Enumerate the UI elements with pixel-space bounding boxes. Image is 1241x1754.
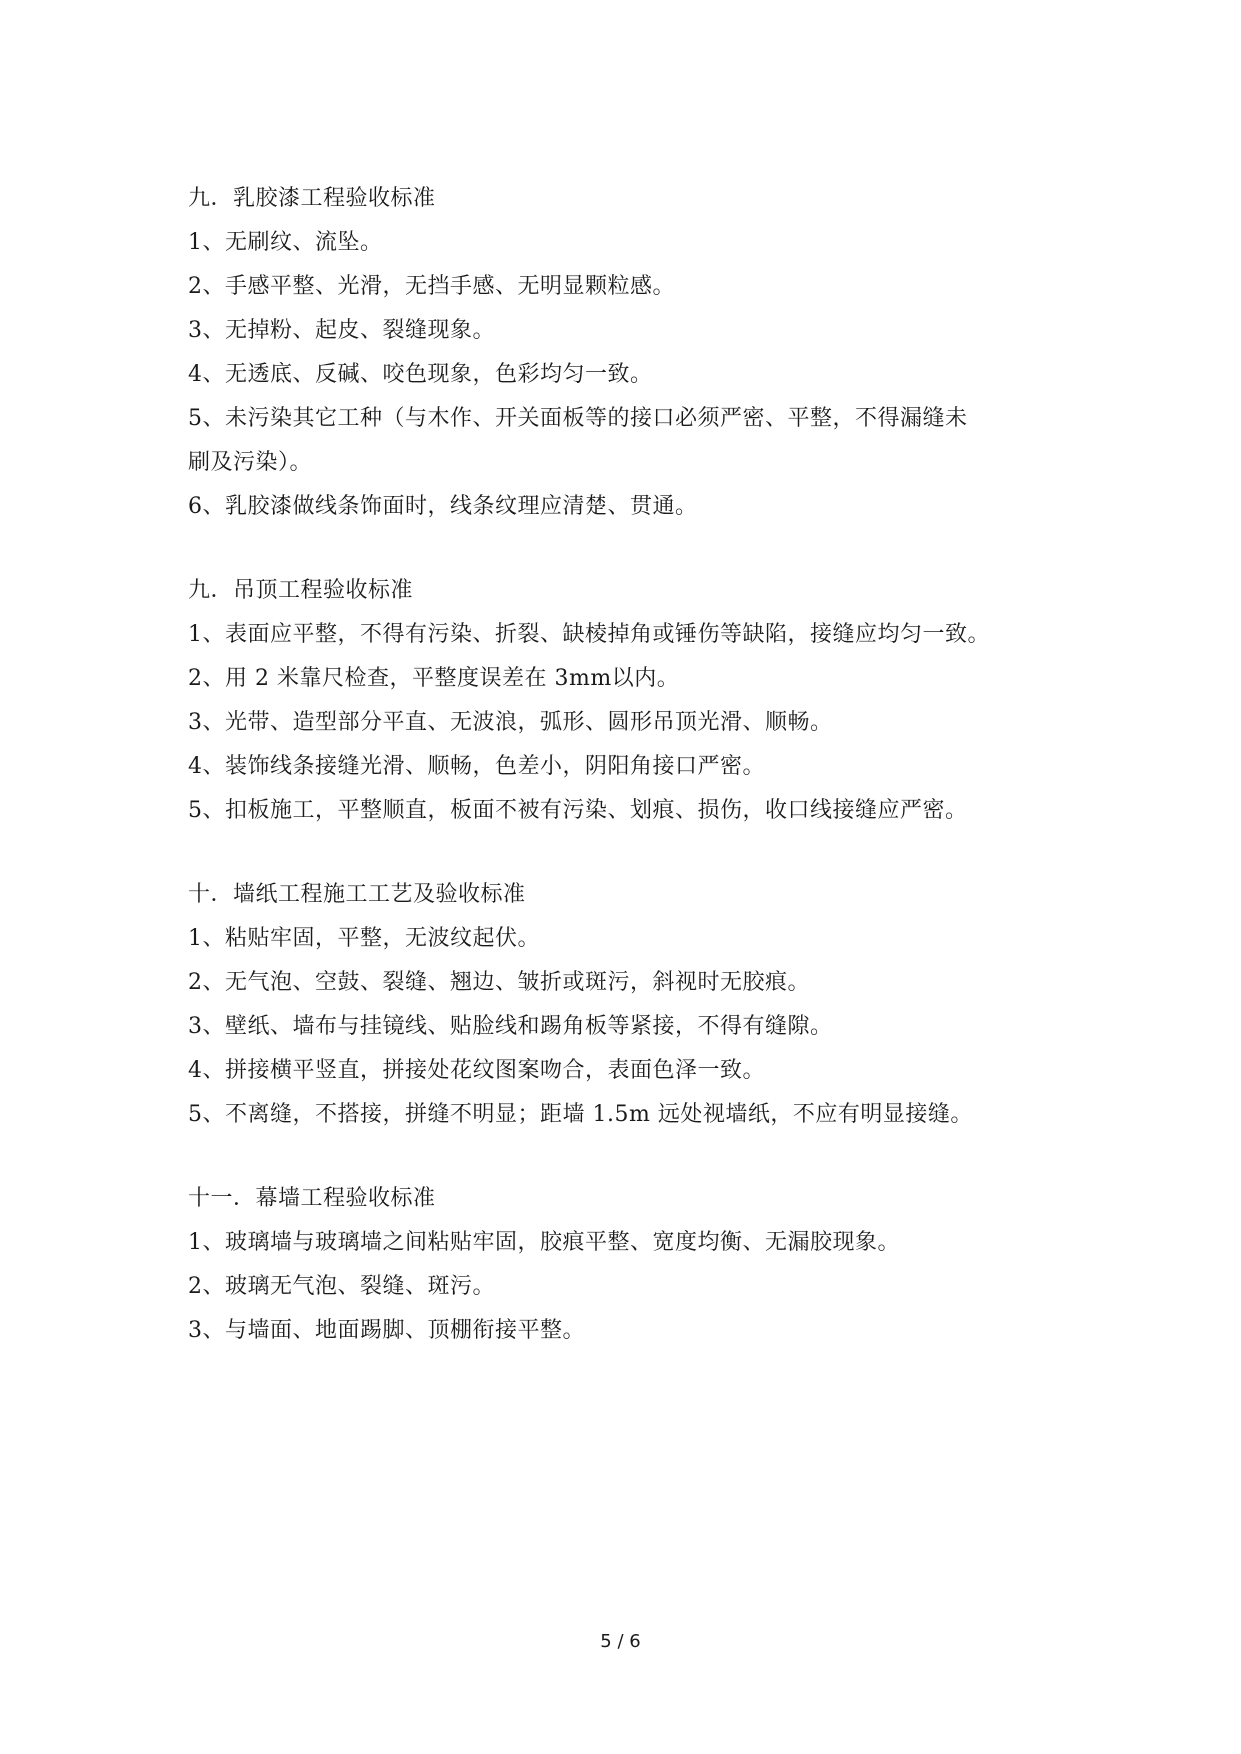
- section-heading-latex-paint: 九．乳胶漆工程验收标准: [188, 186, 436, 211]
- list-item: 6、乳胶漆做线条饰面时，线条纹理应清楚、贯通。: [188, 494, 698, 519]
- section-heading-curtain-wall: 十一．幕墙工程验收标准: [188, 1186, 436, 1211]
- list-item: 3、无掉粉、起皮、裂缝现象。: [188, 318, 495, 343]
- list-item: 5、未污染其它工种（与木作、开关面板等的接口必须严密、平整，不得漏缝未: [188, 406, 968, 431]
- list-item: 3、光带、造型部分平直、无波浪，弧形、圆形吊顶光滑、顺畅。: [188, 710, 833, 735]
- page-number: 5 / 6: [600, 1631, 641, 1652]
- section-heading-ceiling: 九．吊顶工程验收标准: [188, 578, 414, 603]
- list-item: 3、壁纸、墙布与挂镜线、贴脸线和踢角板等紧接，不得有缝隙。: [188, 1014, 833, 1039]
- list-item-continuation: 刷及污染）。: [188, 450, 313, 475]
- list-item: 4、无透底、反碱、咬色现象，色彩均匀一致。: [188, 362, 653, 387]
- list-item: 1、粘贴牢固，平整，无波纹起伏。: [188, 926, 540, 951]
- list-item: 3、与墙面、地面踢脚、顶棚衔接平整。: [188, 1318, 585, 1343]
- list-item: 2、用 2 米靠尺检查，平整度误差在 3mm以内。: [188, 666, 680, 691]
- list-item: 5、扣板施工，平整顺直，板面不被有污染、划痕、损伤，收口线接缝应严密。: [188, 798, 968, 823]
- list-item: 4、拼接横平竖直，拼接处花纹图案吻合，表面色泽一致。: [188, 1058, 765, 1083]
- list-item: 4、装饰线条接缝光滑、顺畅，色差小，阴阳角接口严密。: [188, 754, 765, 779]
- section-heading-wallpaper: 十．墙纸工程施工工艺及验收标准: [188, 882, 526, 907]
- list-item: 1、无刷纹、流坠。: [188, 230, 383, 255]
- list-item: 2、玻璃无气泡、裂缝、斑污。: [188, 1274, 495, 1299]
- list-item: 1、表面应平整，不得有污染、折裂、缺棱掉角或锤伤等缺陷，接缝应均匀一致。: [188, 622, 990, 647]
- list-item: 5、不离缝，不搭接，拼缝不明显；距墙 1.5m 远处视墙纸，不应有明显接缝。: [188, 1102, 973, 1127]
- list-item: 1、玻璃墙与玻璃墙之间粘贴牢固，胶痕平整、宽度均衡、无漏胶现象。: [188, 1230, 900, 1255]
- list-item: 2、无气泡、空鼓、裂缝、翘边、皱折或斑污，斜视时无胶痕。: [188, 970, 810, 995]
- list-item: 2、手感平整、光滑，无挡手感、无明显颗粒感。: [188, 274, 675, 299]
